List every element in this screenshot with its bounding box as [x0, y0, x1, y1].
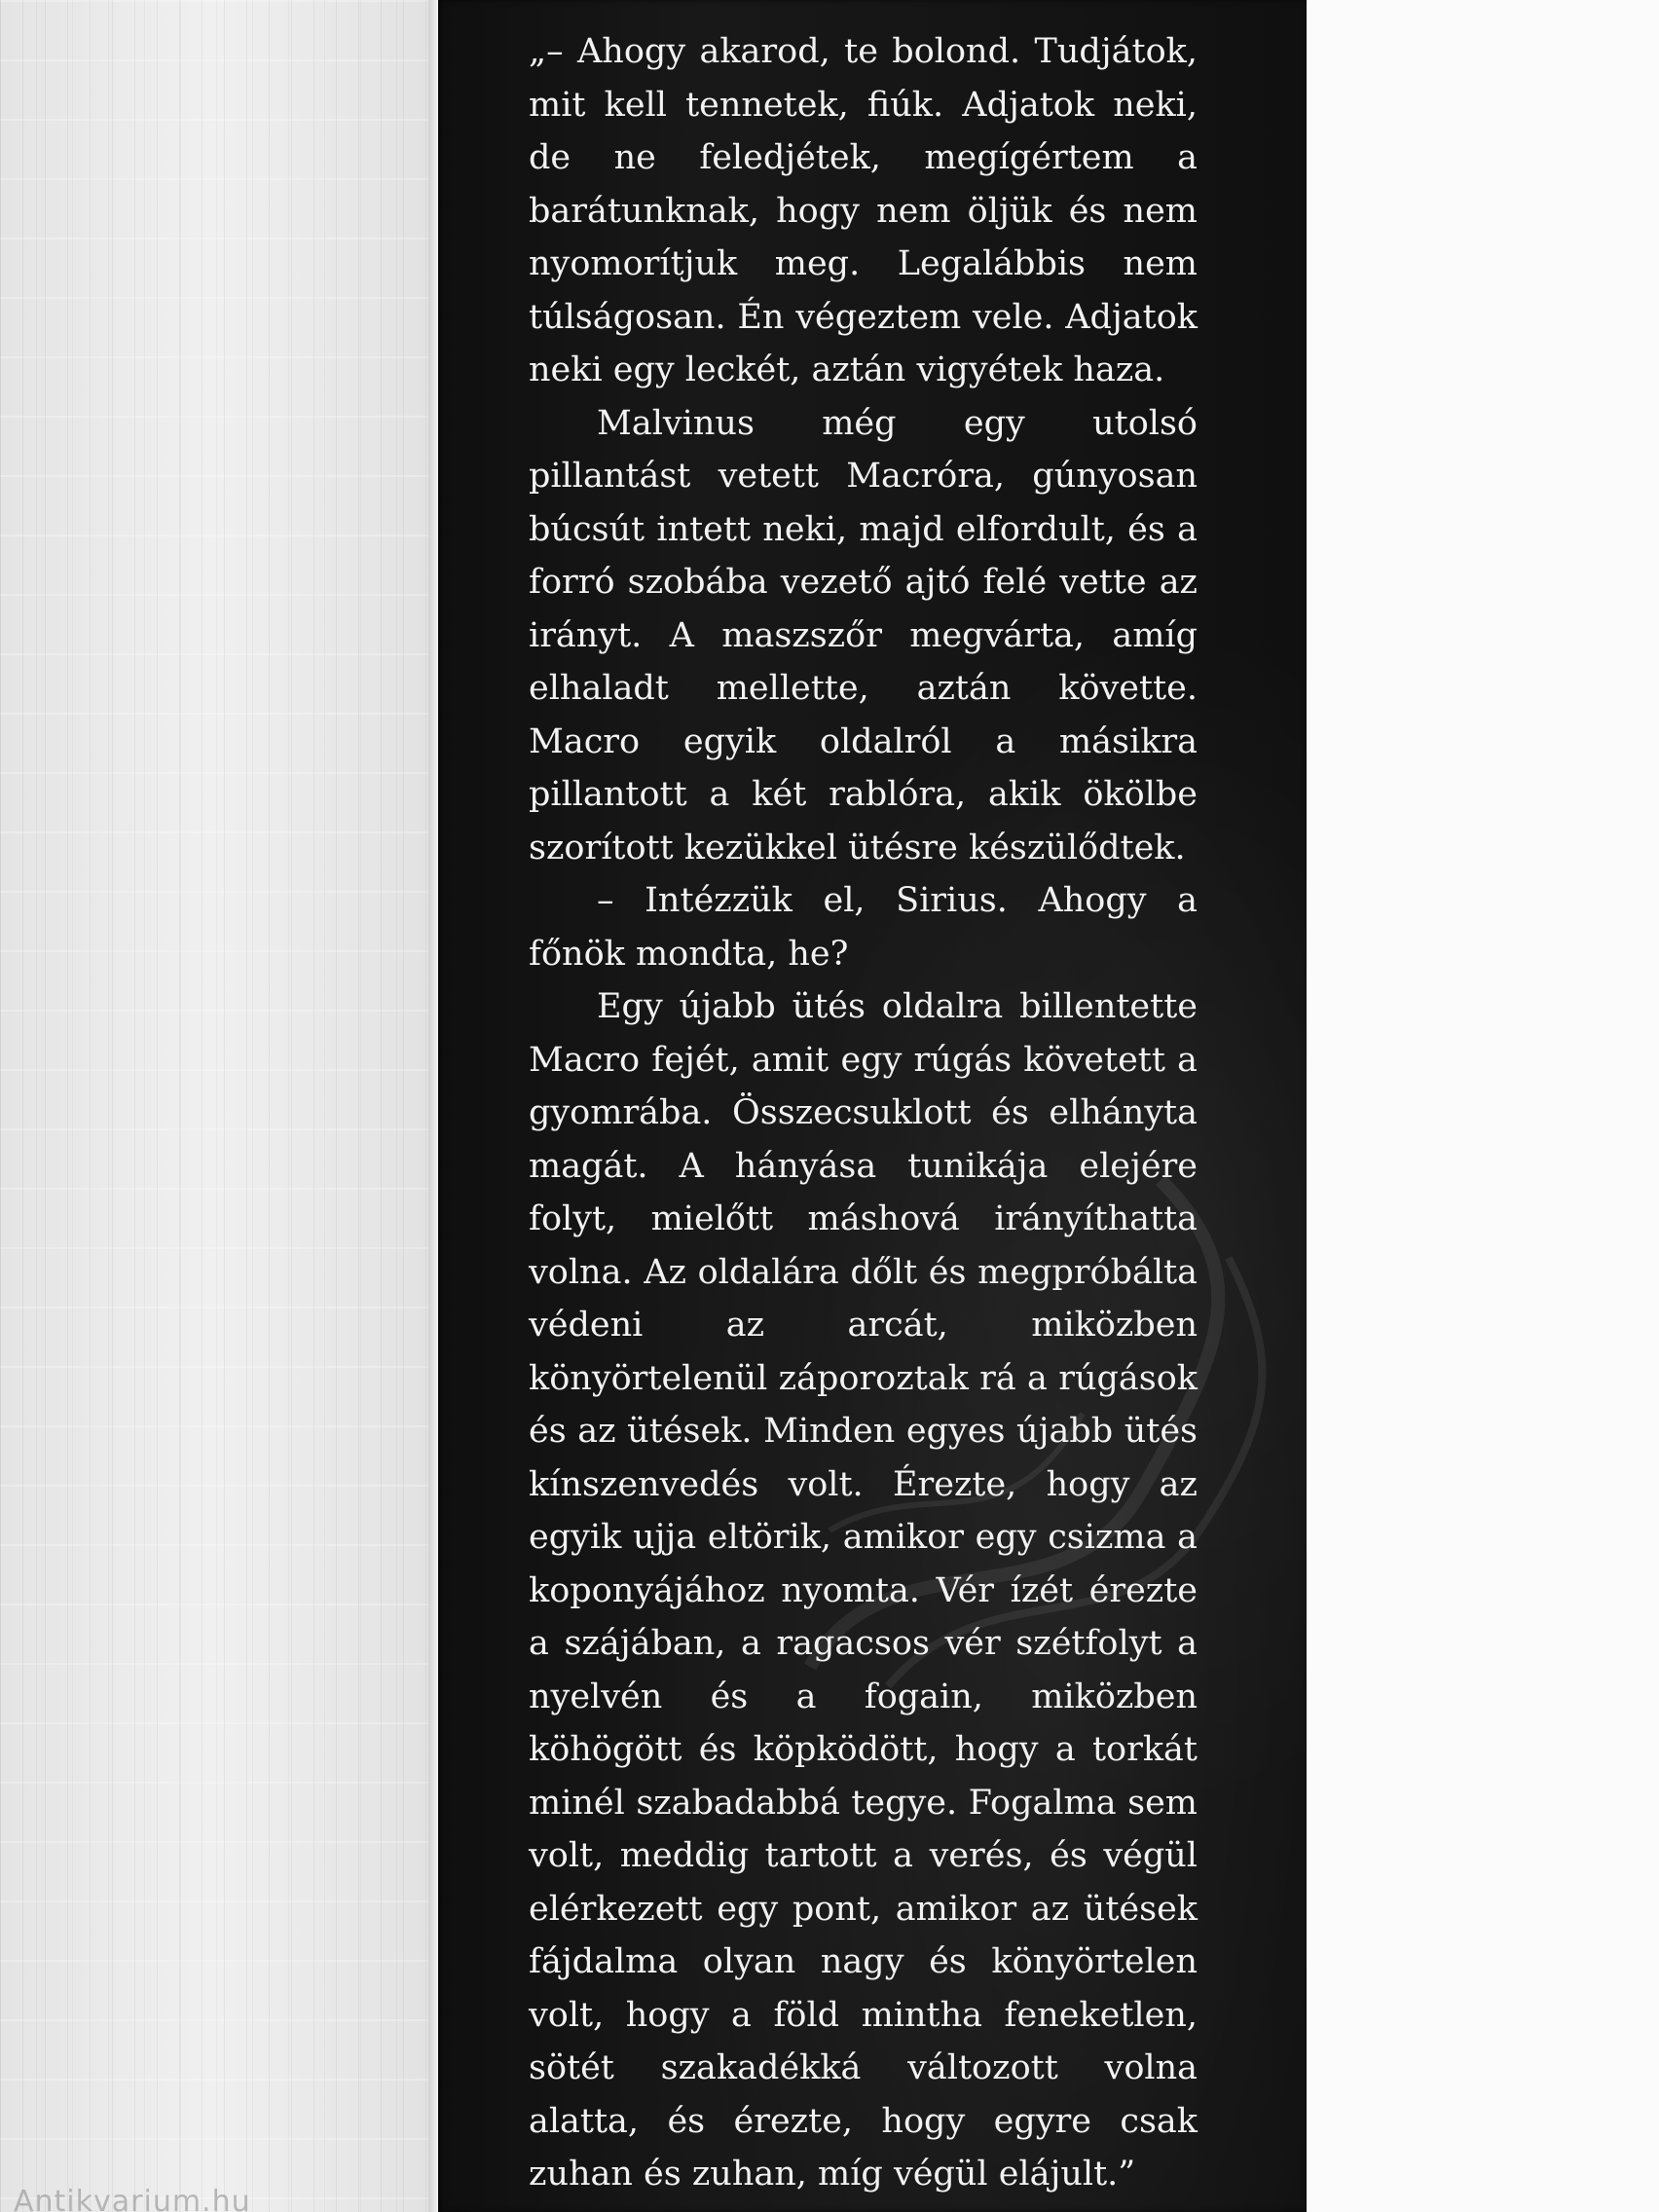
- book-page-edge: [428, 0, 438, 2212]
- excerpt-paragraph: Egy újabb ütés oldalra billentette Macro fejét, amit egy rúgás követett a gyomrába. Összecsuklott és elhányta magát. A hányása tunikája elejére folyt, mielőtt máshová irányíthatta volna. Az oldalára dőlt és megpróbálta védeni az arcát, miközben könyörtelenül záporoztak rá a rúgások és az ütések. Minden egyes újabb ütés kínszenvedés volt. Érezte, hogy az egyik ujja eltörik, amikor egy csizma a koponyájához nyomta. Vér ízét érezte a szájában, a ragacsos vér szétfolyt a nyelvén és a fogain, miközben köhögött és köpködött, hogy a torkát minél szabadabbá tegye. Fogalma sem volt, meddig tartott a verés, és végül elérkezett egy pont, amikor az ütések fájdalma olyan nagy és könyörtelen volt, hogy a föld mintha feneketlen, sötét szakadékká változott volna alatta, és érezte, hogy egyre csak zuhan és zuhan, míg végül elájult.”: [529, 987, 1198, 2194]
- wooden-surface: [0, 0, 428, 2212]
- excerpt-paragraph: – Intézzük el, Sirius. Ahogy a főnök mondta, he?: [529, 881, 1198, 974]
- back-cover-excerpt: [529, 25, 1198, 2201]
- watermark: Antikvarium.hu: [14, 2185, 251, 2212]
- excerpt-paragraph: Malvinus még egy utolsó pillantást vetett Macróra, gúnyosan búcsút intett neki, majd elfordult, és a forró szobába vezető ajtó felé vette az irányt. A maszszőr megvárta, amíg elhaladt mellette, aztán követte. Macro egyik oldalról a másikra pillantott a két rablóra, akik ökölbe szorított kezükkel ütésre készülődtek.: [529, 403, 1198, 867]
- excerpt-paragraph: „– Ahogy akarod, te bolond. Tudjátok, mit kell tennetek, fiúk. Adjatok neki, de ne feledjétek, megígértem a barátunknak, hogy nem öljük és nem nyomorítjuk meg. Legalábbis nem túlságosan. Én végeztem vele. Adjatok neki egy leckét, aztán vigyétek haza.: [529, 32, 1198, 389]
- white-background: [1307, 0, 1659, 2212]
